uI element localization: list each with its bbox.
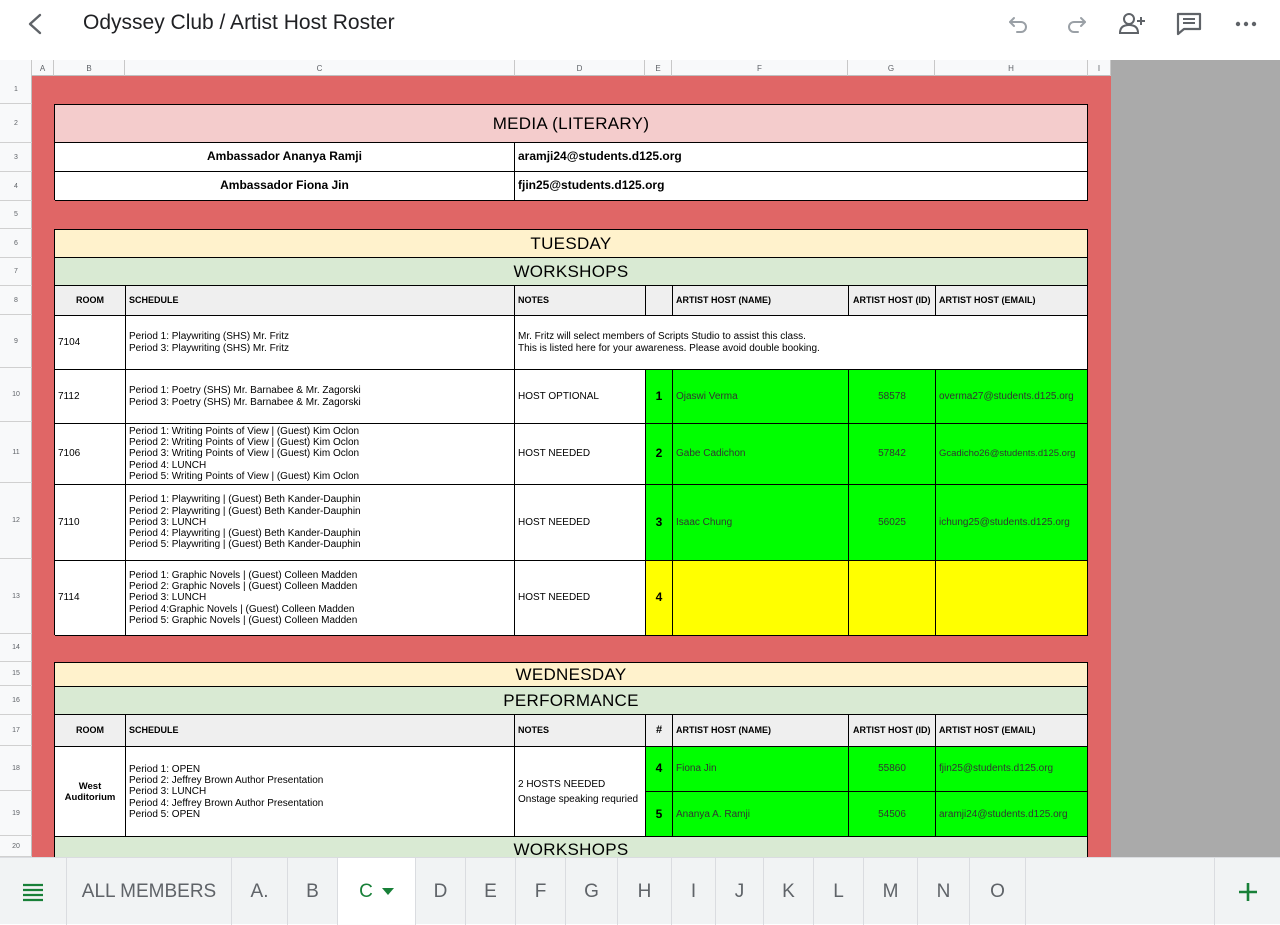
host-number[interactable]: 2 <box>646 424 673 485</box>
media-title[interactable]: MEDIA (LITERARY) <box>54 104 1088 143</box>
corner-cell[interactable] <box>0 60 32 76</box>
sheet-tab-bar <box>0 857 1280 924</box>
header-host-name[interactable]: ARTIST HOST (NAME) <box>673 715 849 747</box>
column-header[interactable]: C <box>125 60 515 76</box>
header-notes[interactable]: NOTES <box>515 715 646 747</box>
row-header[interactable]: 16 <box>0 686 32 715</box>
row-header[interactable]: 15 <box>0 662 32 686</box>
tab-f[interactable]: F <box>516 858 566 925</box>
column-header[interactable]: F <box>672 60 848 76</box>
host-number[interactable]: 5 <box>646 792 673 838</box>
section-title-workshops[interactable]: WORKSHOPS <box>54 257 1088 286</box>
schedule-cell[interactable]: Period 1: Poetry (SHS) Mr. Barnabee & Mr. Zagorski Period 3: Poetry (SHS) Mr. Barnabee & Mr. Zagorski <box>126 370 515 424</box>
ambassador-email[interactable]: aramji24@students.d125.org <box>515 143 1088 172</box>
header-notes[interactable]: NOTES <box>515 286 646 316</box>
header-host-email[interactable]: ARTIST HOST (EMAIL) <box>936 715 1088 747</box>
column-header[interactable]: I <box>1088 60 1111 76</box>
section-title-workshops[interactable]: WORKSHOPS <box>54 836 1088 857</box>
document-title[interactable]: Odyssey Club / Artist Host Roster <box>83 11 395 34</box>
host-id-empty[interactable] <box>849 561 936 636</box>
header-room[interactable]: ROOM <box>55 715 126 747</box>
ambassador-name[interactable]: Ambassador Ananya Ramji <box>55 143 515 172</box>
host-name[interactable]: Ananya A. Ramji <box>673 792 849 838</box>
add-person-icon[interactable] <box>1117 10 1147 38</box>
sheet-content <box>32 76 1111 857</box>
top-bar <box>0 0 1280 60</box>
row-header[interactable]: 14 <box>0 634 32 662</box>
sheet-list-icon[interactable] <box>0 858 67 925</box>
tab-d[interactable]: D <box>416 858 466 925</box>
row-header[interactable]: 8 <box>0 286 32 315</box>
row-header[interactable]: 5 <box>0 201 32 229</box>
host-number[interactable]: 4 <box>646 561 673 636</box>
row-header[interactable]: 17 <box>0 715 32 746</box>
undo-icon[interactable] <box>1004 10 1034 38</box>
room-cell[interactable]: 7112 <box>55 370 126 424</box>
host-name[interactable]: Isaac Chung <box>673 485 849 561</box>
notes-cell[interactable]: HOST NEEDED <box>515 424 646 485</box>
schedule-cell[interactable]: Period 1: OPEN Period 2: Jeffrey Brown Author Presentation Period 3: LUNCH Period 4: Jeffrey Brown Author Presentation Period 5: OPEN <box>126 747 515 838</box>
column-header[interactable]: E <box>645 60 672 76</box>
tab-all-members[interactable]: ALL MEMBERS <box>67 858 232 925</box>
header-host-id[interactable]: ARTIST HOST (ID) <box>849 286 936 316</box>
ambassador-name[interactable]: Ambassador Fiona Jin <box>55 172 515 201</box>
row-header[interactable]: 18 <box>0 746 32 791</box>
schedule-cell[interactable]: Period 1: Playwriting (SHS) Mr. Fritz Period 3: Playwriting (SHS) Mr. Fritz <box>126 316 515 370</box>
host-email[interactable]: Gcadicho26@students.d125.org <box>936 424 1088 485</box>
host-name-empty[interactable] <box>673 561 849 636</box>
host-number[interactable]: 4 <box>646 747 673 792</box>
row-header[interactable]: 3 <box>0 143 32 172</box>
tab-a[interactable]: A. <box>232 858 288 925</box>
tab-n[interactable]: N <box>918 858 970 925</box>
row-headers <box>0 76 32 857</box>
row-header[interactable]: 9 <box>0 315 32 368</box>
row-header[interactable]: 19 <box>0 791 32 836</box>
tab-l[interactable]: L <box>814 858 864 925</box>
notes-cell[interactable]: Onstage speaking requried <box>515 792 646 838</box>
schedule-cell[interactable]: Period 1: Graphic Novels | (Guest) Colleen Madden Period 2: Graphic Novels | (Guest) Colleen Madden Period 3: LUNCH Period 4:Graphic Novels | (Guest) Colleen Madden Period 5: Graphic Novels | (Guest) Colleen Madden <box>126 561 515 636</box>
day-title-tuesday[interactable]: TUESDAY <box>54 229 1088 258</box>
host-email[interactable]: overma27@students.d125.org <box>936 370 1088 424</box>
tab-i[interactable]: I <box>672 858 716 925</box>
header-schedule[interactable]: SCHEDULE <box>126 286 515 316</box>
section-title-performance[interactable]: PERFORMANCE <box>54 686 1088 715</box>
schedule-cell[interactable]: Period 1: Writing Points of View | (Guest) Kim Oclon Period 2: Writing Points of View | (Guest) Kim Oclon Period 3: Writing Points of View | (Guest) Kim Oclon Period 4: LUNCH Period 5: Writing Points of View | (Guest) Kim Oclon <box>126 424 515 485</box>
redo-icon[interactable] <box>1061 10 1091 38</box>
header-schedule[interactable]: SCHEDULE <box>126 715 515 747</box>
tab-c-label: C <box>359 880 373 902</box>
column-header[interactable]: G <box>848 60 935 76</box>
host-id[interactable]: 57842 <box>849 424 936 485</box>
host-number[interactable]: 1 <box>646 370 673 424</box>
tab-o[interactable]: O <box>970 858 1026 925</box>
row-header[interactable]: 6 <box>0 229 32 258</box>
column-header[interactable]: D <box>515 60 645 76</box>
header-room[interactable]: ROOM <box>55 286 126 316</box>
chevron-down-icon[interactable] <box>382 888 394 895</box>
host-email-empty[interactable] <box>936 561 1088 636</box>
room-cell[interactable]: 7114 <box>55 561 126 636</box>
host-number[interactable]: 3 <box>646 485 673 561</box>
room-cell[interactable]: West Auditorium <box>55 747 126 838</box>
row-header[interactable]: 11 <box>0 422 32 483</box>
tab-g[interactable]: G <box>566 858 618 925</box>
notes-cell[interactable]: HOST OPTIONAL <box>515 370 646 424</box>
room-cell[interactable]: 7110 <box>55 485 126 561</box>
host-name[interactable]: Fiona Jin <box>673 747 849 792</box>
host-id[interactable]: 56025 <box>849 485 936 561</box>
room-cell[interactable]: 7106 <box>55 424 126 485</box>
host-id[interactable]: 55860 <box>849 747 936 792</box>
column-header[interactable]: H <box>935 60 1088 76</box>
tab-h[interactable]: H <box>618 858 672 925</box>
header-host-email[interactable]: ARTIST HOST (EMAIL) <box>936 286 1088 316</box>
back-arrow-icon[interactable] <box>22 12 50 36</box>
tab-e[interactable]: E <box>466 858 516 925</box>
notes-cell[interactable]: HOST NEEDED <box>515 485 646 561</box>
tab-c[interactable] <box>338 858 416 925</box>
notes-cell[interactable]: 2 HOSTS NEEDED <box>515 747 646 792</box>
header-host-name[interactable]: ARTIST HOST (NAME) <box>673 286 849 316</box>
notes-cell[interactable]: HOST NEEDED <box>515 561 646 636</box>
row-header[interactable]: 10 <box>0 368 32 422</box>
header-number[interactable]: # <box>646 715 673 747</box>
tab-b[interactable]: B <box>288 858 338 925</box>
row-header[interactable]: 7 <box>0 258 32 286</box>
row-header[interactable]: 12 <box>0 483 32 559</box>
host-id[interactable]: 54506 <box>849 792 936 838</box>
ambassador-email[interactable]: fjin25@students.d125.org <box>515 172 1088 201</box>
host-name[interactable]: Gabe Cadichon <box>673 424 849 485</box>
spreadsheet-grid[interactable] <box>0 60 1280 857</box>
host-email[interactable]: aramji24@students.d125.org <box>936 792 1088 838</box>
row-header[interactable]: 4 <box>0 172 32 201</box>
comment-icon[interactable] <box>1174 10 1204 38</box>
row-header[interactable]: 20 <box>0 836 32 857</box>
row-header[interactable]: 13 <box>0 559 32 634</box>
add-sheet-icon[interactable] <box>1214 858 1280 925</box>
day-title-wednesday[interactable]: WEDNESDAY <box>54 662 1088 687</box>
room-cell[interactable]: 7104 <box>55 316 126 370</box>
row-header[interactable]: 1 <box>0 76 32 104</box>
more-icon[interactable] <box>1231 10 1261 38</box>
header-number[interactable] <box>646 286 673 316</box>
host-name[interactable]: Ojaswi Verma <box>673 370 849 424</box>
host-id[interactable]: 58578 <box>849 370 936 424</box>
row-header[interactable]: 2 <box>0 104 32 143</box>
column-header[interactable]: B <box>54 60 125 76</box>
header-host-id[interactable]: ARTIST HOST (ID) <box>849 715 936 747</box>
host-email[interactable]: fjin25@students.d125.org <box>936 747 1088 792</box>
notes-cell[interactable]: Mr. Fritz will select members of Scripts Studio to assist this class. This is listed here for your awareness. Please avoid double booking. <box>515 316 1088 370</box>
column-headers <box>0 60 1111 76</box>
host-email[interactable]: ichung25@students.d125.org <box>936 485 1088 561</box>
tab-j[interactable]: J <box>716 858 764 925</box>
tab-k[interactable]: K <box>764 858 814 925</box>
column-header[interactable]: A <box>32 60 54 76</box>
schedule-cell[interactable]: Period 1: Playwriting | (Guest) Beth Kander-Dauphin Period 2: Playwriting | (Guest) Beth Kander-Dauphin Period 3: LUNCH Period 4: Playwriting | (Guest) Beth Kander-Dauphin Period 5: Playwriting | (Guest) Beth Kander-Dauphin <box>126 485 515 561</box>
tab-m[interactable]: M <box>864 858 918 925</box>
